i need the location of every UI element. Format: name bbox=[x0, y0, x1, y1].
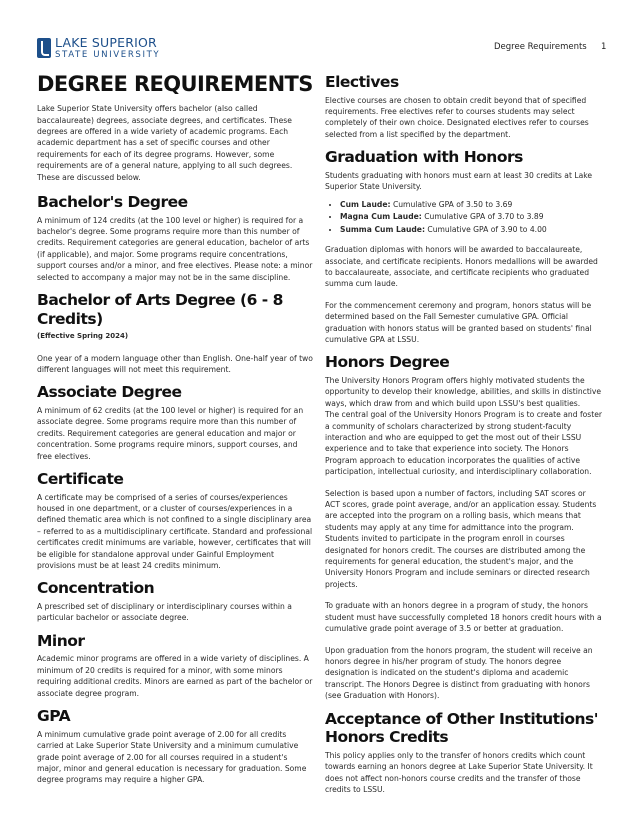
page-title: DEGREE REQUIREMENTS bbox=[37, 72, 313, 96]
honors-degree-p4: Upon graduation from the honors program, the student will receive an honors degree in his/her program of study. The honors degree designation is indicated on the student's diploma and academic transcript. The Honors Degree is distinct from graduating with honors (see Graduation with Honors). bbox=[325, 645, 593, 701]
list-item: • Summa Cum Laude: Cumulative GPA of 3.90 to 4.00 bbox=[340, 224, 602, 237]
certificate-heading: Certificate bbox=[37, 470, 124, 489]
honors-degree-p2: Selection is based upon a number of factors, including SAT scores or ACT scores, grade point average, and/or an application essay. Students are accepted into the program on a rolling basis, which means that students may apply at any time for admittance into the program. Students invited to participate in the program enroll in courses designated for honors credit. The courses are distributed among the requirements for general education, the student's major, and the University Honors Program and include seminars or directed research projects. bbox=[325, 488, 597, 589]
honors-degree-p3: To graduate with an honors degree in a program of study, the honors student must have successfully completed 18 honors credit hours with a cumulative grade point average of 3.5 or better at graduation. bbox=[325, 601, 602, 634]
section-graduation-honors bbox=[325, 148, 602, 345]
honors-list bbox=[325, 199, 602, 237]
section-associate bbox=[37, 383, 314, 462]
header-doc-title: Degree Requirements bbox=[494, 42, 587, 52]
right-column bbox=[325, 73, 602, 803]
bachelors-text: A minimum of 124 credits (at the 100 level or higher) is required for a bachelor's degree. Some programs require more than this number of credits. Requirement categories are general education, bachelor of arts (if applicable), and major. Some programs require concentrations, support courses and/or a minor, and free electives. Please note: a minor selected to accompany a major may not be in the same discipline. bbox=[37, 215, 313, 282]
section-minor bbox=[37, 632, 314, 699]
section-gpa bbox=[37, 707, 314, 786]
logo-wordmark bbox=[55, 37, 160, 59]
certificate-text: A certificate may be comprised of a series of courses/experiences housed in one department, or a cluster of courses/experiences in a defined thematic area which is not confined to a single disciplinary area – referred to as a multidisciplinary certificate. Standard and professional certificates credit minimums are variable, however, certificates that will be eligible for standalone approval under Gainful Employment provisions must be at least 24 credits minimum. bbox=[37, 492, 313, 571]
honors-grad-diplomas: Graduation diplomas with honors will be awarded to baccalaureate, associate, and certificate recipients. Honors medallions will be awarded to baccalaureate, associate, and certificate recipients who graduated summa cum laude. bbox=[325, 245, 598, 289]
concentration-text: A prescribed set of disciplinary or interdisciplinary courses within a particular bachelor or associate degree. bbox=[37, 602, 292, 623]
section-concentration bbox=[37, 579, 314, 623]
list-item: • Cum Laude: Cumulative GPA of 3.50 to 3.69 bbox=[340, 199, 602, 212]
university-logo[interactable] bbox=[37, 37, 160, 59]
honors-degree-p1: The University Honors Program offers highly motivated students the opportunity to develop their knowledge, abilities, and skills in distinctive ways, which draw from and which build upon LSSU's best qualities. bbox=[325, 375, 602, 408]
acceptance-heading: Acceptance of Other Institutions' Honors Credits bbox=[325, 709, 599, 747]
ba-text: One year of a modern language other than English. One-half year of two different languages will not meet this requirement. bbox=[37, 353, 313, 375]
minor-text: Academic minor programs are offered in a wide variety of disciplines. A minimum of 20 credits is required for a minor, with some minors requiring additional credits. Minors are earned as part of the bachelor or associate degree program. bbox=[37, 654, 313, 698]
section-electives bbox=[325, 73, 602, 140]
section-bachelors bbox=[37, 193, 314, 283]
section-acceptance bbox=[325, 710, 602, 796]
logo-line2: STATE UNIVERSITY bbox=[55, 49, 161, 60]
intro-paragraph: Lake Superior State University offers bachelor (also called baccalaureate) degrees, associate degrees, and certificates. These degrees are offered in a wide variety of academic programs. Each academic department has a set of specific courses and other requirements for each of its degree programs. However, some requirements are of a general nature, applying to all such degrees. These are discussed below. bbox=[37, 104, 293, 182]
page-number: 1 bbox=[601, 42, 607, 52]
honors-grad-commencement: For the commencement ceremony and program, honors status will be determined based on the Fall Semester cumulative GPA. Official graduation with honors status will be granted based on students' final cumulative GPA at LSSU. bbox=[325, 300, 592, 344]
section-certificate bbox=[37, 470, 314, 571]
honors-grad-intro: Students graduating with honors must earn at least 30 credits at Lake Superior State University. bbox=[325, 170, 593, 192]
logo-line1: LAKE SUPERIOR bbox=[55, 35, 157, 50]
ba-heading: Bachelor of Arts Degree (6 - 8 Credits) bbox=[37, 291, 283, 328]
left-column bbox=[37, 72, 314, 794]
anchor-icon bbox=[37, 38, 51, 58]
electives-text: Elective courses are chosen to obtain credit beyond that of specified requirements. Free electives refer to courses students may select completely of their own choice. Designated electives refer to courses selected from a list specified by the department. bbox=[325, 95, 589, 139]
associate-text: A minimum of 62 credits (at the 100 level or higher) is required for an associate degree. Some programs require more than this number of credits. Requirement categories are general education and major or concentration. Some programs require minors, support courses, and free electives. bbox=[37, 406, 304, 461]
concentration-heading: Concentration bbox=[37, 579, 155, 598]
gpa-text: A minimum cumulative grade point average of 2.00 for all credits carried at Lake Superior State University and a minimum cumulative grade point average of 2.00 for all courses required in a student's major, minor and general education is necessary for graduation. Some degree programs may require a higher GPA. bbox=[37, 729, 307, 785]
electives-heading: Electives bbox=[325, 73, 399, 91]
acceptance-text: This policy applies only to the transfer of honors credits which count towards earning an honors degree at Lake Superior State University. It does not affect non-honors course credits and the transfer of those credits to LSSU. bbox=[325, 750, 593, 794]
page-header bbox=[37, 37, 607, 61]
honors-degree-p1b: The central goal of the University Honors Program is to create and foster a community of scholars characterized by strong student-faculty interaction and who are equipped to get the most out of their LSSU experience and to take that experience into society. The Honors Program approach to education incorporates the qualities of active participation, intellectual curiosity, and interdisciplinary collaboration. bbox=[325, 410, 602, 477]
list-item: • Magna Cum Laude: Cumulative GPA of 3.70 to 3.89 bbox=[340, 211, 602, 224]
section-ba bbox=[37, 291, 314, 375]
ba-effective: (Effective Spring 2024) bbox=[37, 332, 129, 341]
minor-heading: Minor bbox=[37, 631, 85, 650]
honors-degree-heading: Honors Degree bbox=[325, 353, 450, 372]
honors-grad-heading: Graduation with Honors bbox=[325, 148, 523, 167]
bachelors-heading: Bachelor's Degree bbox=[37, 192, 188, 211]
section-honors-degree bbox=[325, 353, 602, 701]
associate-heading: Associate Degree bbox=[37, 383, 182, 402]
gpa-heading: GPA bbox=[37, 707, 71, 726]
